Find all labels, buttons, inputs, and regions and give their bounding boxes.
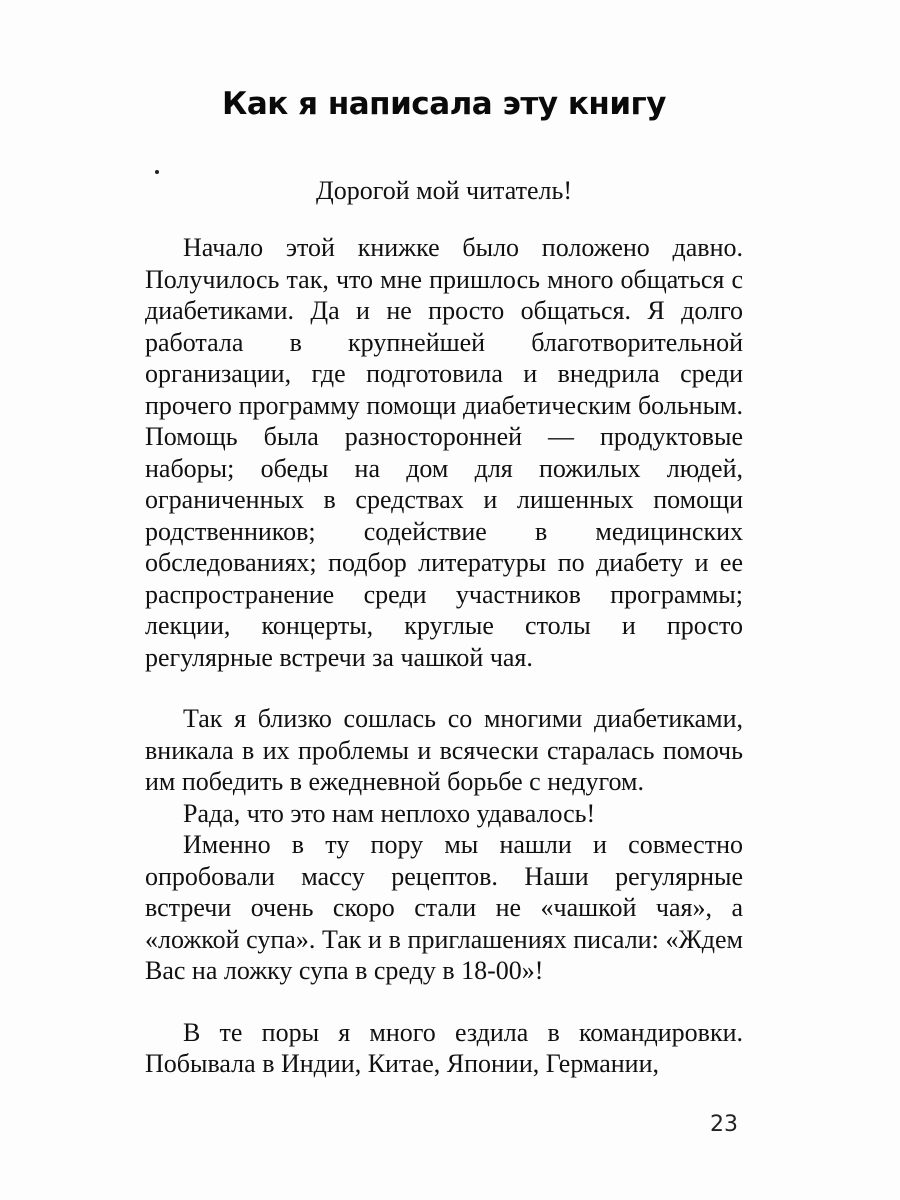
chapter-title: Как я написала эту книгу bbox=[222, 86, 666, 122]
paragraph-success: Рада, что это нам неплохо удавалось! bbox=[183, 798, 596, 828]
greeting: Дорогой мой читатель! bbox=[316, 176, 572, 205]
paragraph-friendship: Так я близко сошлась со многими диабетиками, вникала в их проблемы и всячески старалась помочь им победить в ежедневной борьбе с недугом. bbox=[145, 704, 743, 796]
paragraph-recipes: Именно в ту пору мы нашли и совместно опробовали массу рецептов. Наши регулярные встречи очень скоро стали не «чашкой чая», а «ложкой супа». Так и в приглашениях писали: «Ждем Вас на ложку супа в среду в 18-00»! bbox=[145, 830, 743, 985]
page-number: 23 bbox=[710, 1112, 738, 1137]
page-content bbox=[145, 82, 743, 1080]
paragraph-travels: В те поры я много ездила в командировки. Побывала в Индии, Китае, Японии, Германии, bbox=[145, 1017, 743, 1078]
paragraph-intro: Начало этой книжке было положено давно. Получилось так, что мне пришлось много общаться с диабетиками. Да и не просто общаться. Я долго работала в крупнейшей благотворительной организации, где подготовила и внедрила среди прочего программу помощи диабетическим больным. Помощь была разносторонней — продуктовые наборы; обеды на дом для пожилых людей, ограниченных в средствах и лишенных помощи родственников; содействие в медицинских обследованиях; подбор литературы по диабету и ее распространение среди участников программы; лекции, концерты, круглые столы и просто регулярные встречи за чашкой чая. bbox=[145, 233, 743, 672]
